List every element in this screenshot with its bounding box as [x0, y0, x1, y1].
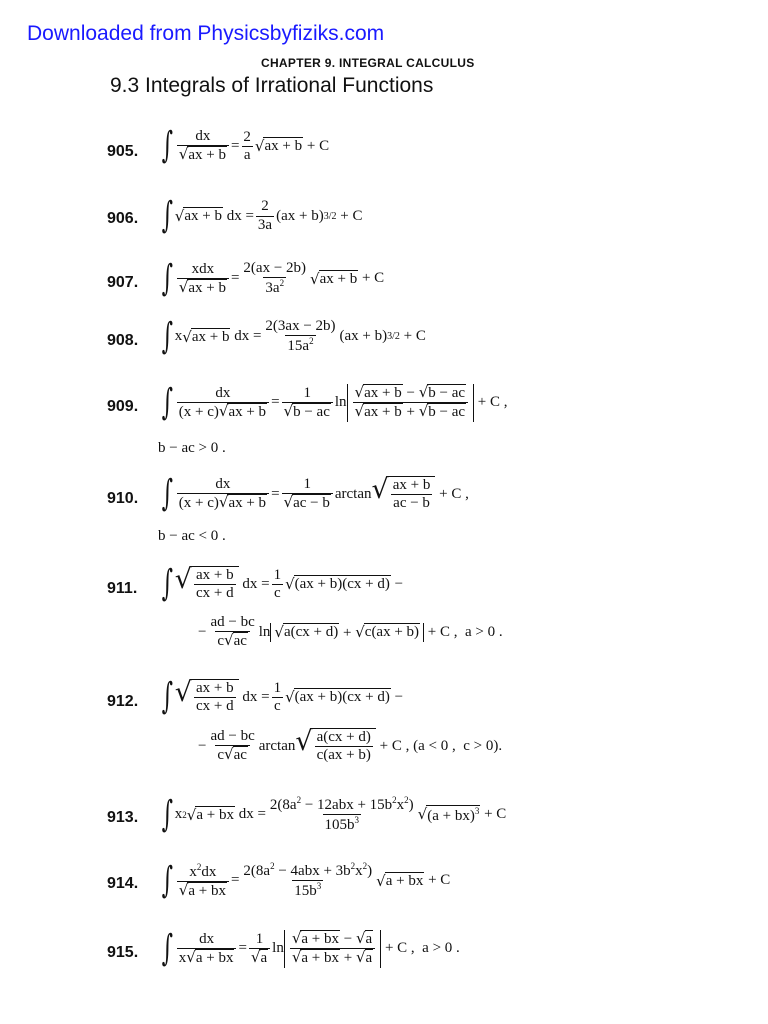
formula-911-line2: − ad − bc c √ ac ln √ a(cx + d) + √ c(ax + b) + C , a > 0 .: [198, 614, 503, 650]
formula-905: ∫ dx √ ax + b = $\frac{2}{a}$ √ ax + b + C: [161, 125, 330, 167]
formula-number: 905.: [107, 143, 139, 160]
formula-condition: b − ac > 0 .: [158, 440, 226, 456]
formula-number: 914.: [107, 875, 139, 892]
formula-910: ∫ dx (x + c) √ ax + b = 1 √ ac − b arctan √ $\frac{ax + b}{ac - b}$ + C ,: [161, 473, 469, 515]
section-title: 9.3 Integrals of Irrational Functions: [110, 74, 434, 97]
formula-907: ∫ xdx √ ax + b = $\frac{2(ax - 2b)}{3a^2}$ √ ax + b + C: [161, 257, 385, 299]
formula-number: 906.: [107, 210, 139, 227]
formula-912-line2: − ad − bc c √ ac arctan √ $\frac{a(cx + d)}{c(ax + b)}$ + C , (a < 0 , c > 0).: [198, 726, 503, 764]
formula-914: ∫ $x^2dx$ √ a + bx = $\frac{2(8a^2 - 4abx + 3b^2x^2)}{15b^3}$ √ a + bx + C: [161, 859, 451, 901]
formula-908: ∫ x √ ax + b dx = $\frac{2(3ax - 2b)}{15a^2}$ (ax + b) 3/2 + C: [161, 315, 426, 357]
formula-condition: b − ac < 0 .: [158, 528, 226, 544]
formula-number: 910.: [107, 490, 139, 507]
formula-number: 912.: [107, 693, 139, 710]
formula-number: 909.: [107, 398, 139, 415]
formula-number: 908.: [107, 332, 139, 349]
formula-909: ∫ dx (x + c) √ ax + b = 1 √ b − ac ln √ ax + b − √ b − ac √ ax + b + √ b − ac + C ,: [161, 381, 508, 423]
formula-number: 915.: [107, 944, 139, 961]
formula-912: ∫ √ $\frac{ax + b}{cx + d}$ dx = $\frac{1}{c}$ √ (ax + b)(cx + d) −: [161, 676, 404, 718]
chapter-heading: CHAPTER 9. INTEGRAL CALCULUS: [261, 56, 475, 70]
formula-number: 907.: [107, 274, 139, 291]
formula-number: 911.: [107, 580, 138, 597]
formula-906: ∫ √ ax + b dx = $\frac{2}{3a}$ (ax + b) 3/2 + C: [161, 195, 363, 236]
formula-915: ∫ dx x √ a + bx = 1 √ a ln √ a + bx − √ a √ a + bx + √ a + C , a > 0 .: [161, 927, 460, 969]
formula-911: ∫ √ $\frac{ax + b}{cx + d}$ dx = $\frac{1}{c}$ √ (ax + b)(cx + d) −: [161, 563, 404, 605]
download-link[interactable]: Downloaded from Physicsbyfiziks.com: [27, 22, 385, 45]
formula-913: ∫ x 2 √ a + bx dx = $\frac{2(8a^2 - 12abx + 15b^2x^2)}{105b^3}$ √ (a + bx)$^3$ + C: [161, 793, 507, 835]
formula-number: 913.: [107, 809, 139, 826]
